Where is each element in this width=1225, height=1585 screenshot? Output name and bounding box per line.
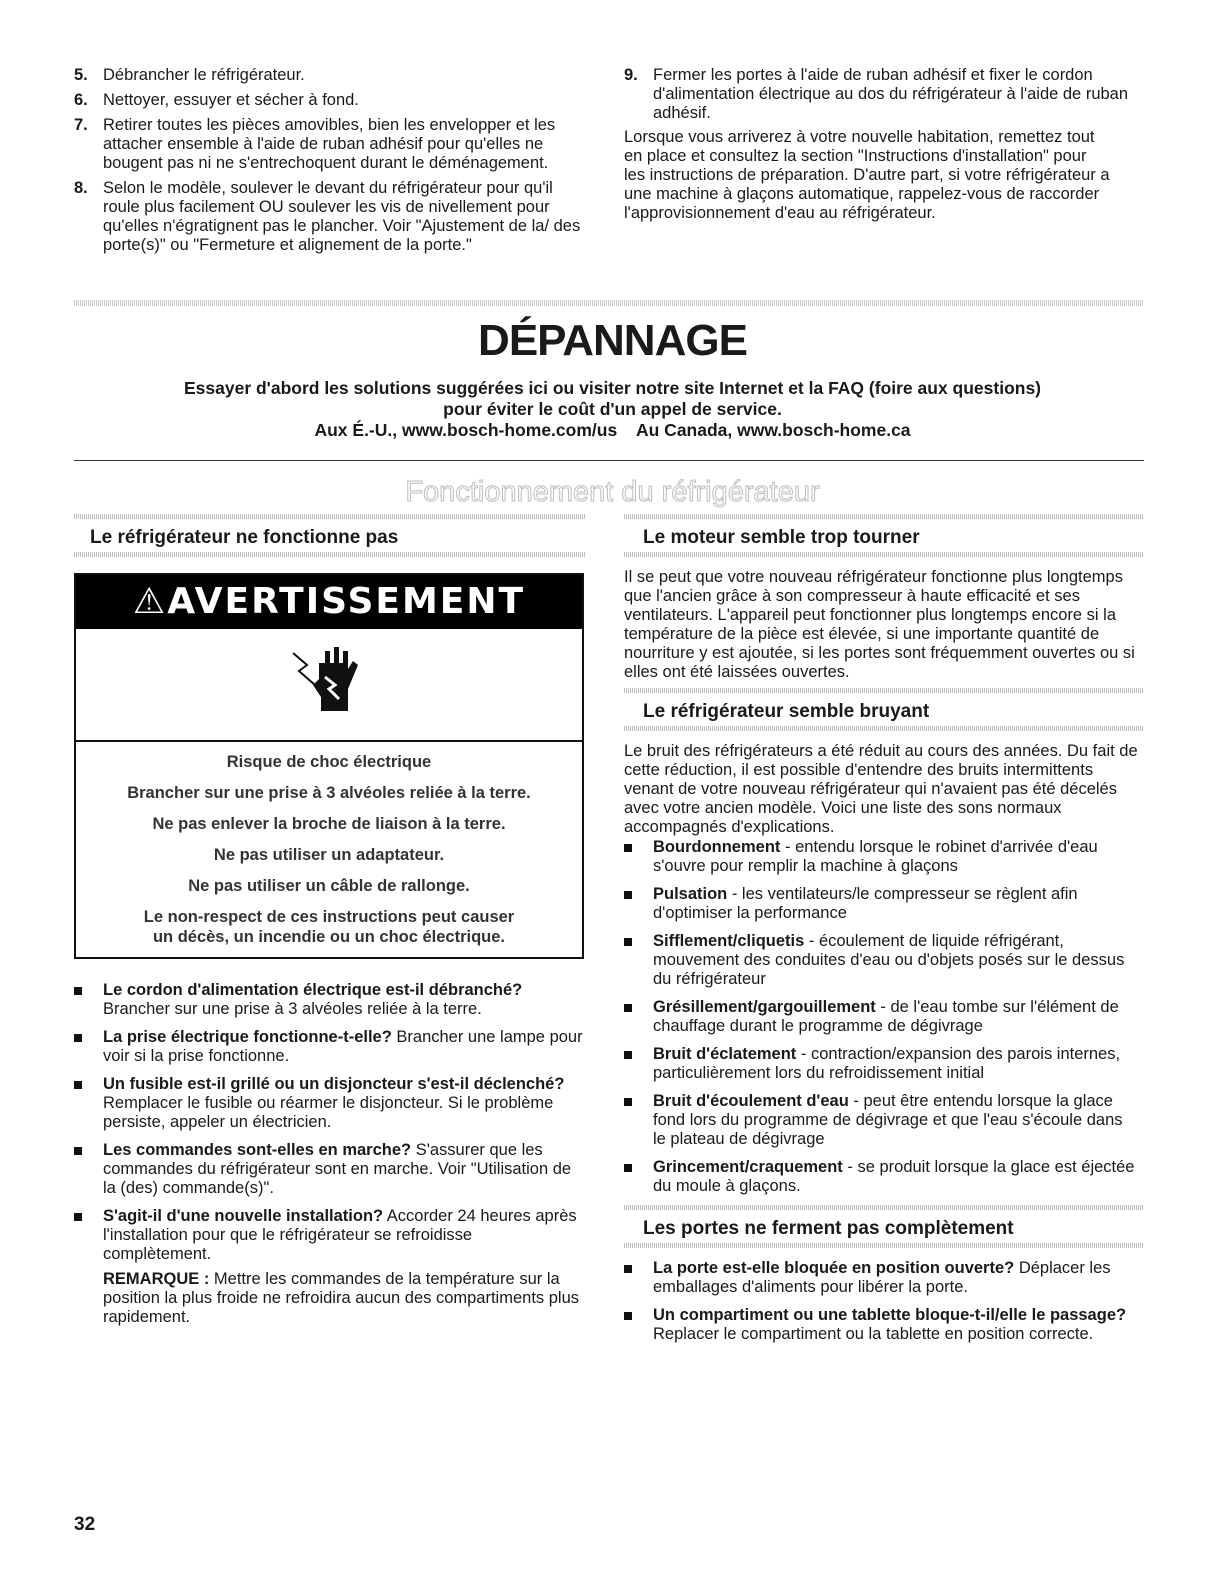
warning-line: Le non-respect de ces instructions peut causer	[143, 908, 515, 926]
list-item: Le cordon d'alimentation électrique est-il débranché? Brancher sur une prise à 3 alvéoles reliée à la terre.	[74, 981, 584, 1019]
doors-list	[624, 1259, 1138, 1353]
top-left-steps	[74, 66, 586, 261]
warning-box	[74, 573, 584, 959]
intro-line-1: Essayer d'abord les solutions suggérées ici ou visiter notre site Internet et la FAQ (foire aux questions)	[183, 378, 1042, 398]
note-paragraph: REMARQUE : Mettre les commandes de la température sur la position la plus froide ne refroidira aucun des compartiments plus rapidement.	[103, 1270, 580, 1326]
bullet-square-icon	[624, 1164, 632, 1172]
bullet-square-icon	[624, 1051, 632, 1059]
right-paragraph-2: Le bruit des réfrigérateurs a été réduit au cours des années. Du fait de cette réduction, il est possible d'entendre des bruits intermittents venant de votre nouveau réfrigérateur qui n'avaient pas été décelés avec votre ancien modèle. Voici une liste des sons normaux accompagnés d'explications.	[624, 742, 1138, 836]
step-item: 6. Nettoyer, essuyer et sécher à fond.	[74, 91, 359, 109]
top-right-paragraph: Lorsque vous arriverez à votre nouvelle habitation, remettez tout en place et consultez la section "Instructions d'installation" pour les instructions de préparation. D'autre part, si votre réfrigérateur a une machine à glaçons automatique, rappelez-vous de raccorder l'approvisionnement d'eau au réfrigérateur.	[624, 128, 1110, 222]
sounds-list	[624, 838, 1138, 1205]
warning-line: Ne pas utiliser un adaptateur.	[213, 846, 445, 864]
heading-rule-top	[624, 688, 1144, 693]
warning-line: un décès, un incendie ou un choc électrique.	[152, 928, 506, 946]
list-item: Un fusible est-il grillé ou un disjoncteur s'est-il déclenché? Remplacer le fusible ou réarmer le disjoncteur. Si le problème persiste, appeler un électricien.	[74, 1075, 584, 1132]
section-rule	[74, 460, 1144, 461]
bullet-square-icon	[624, 1004, 632, 1012]
list-item: Un compartiment ou une tablette bloque-t-il/elle le passage? Replacer le compartiment ou la tablette en position correcte.	[624, 1306, 1138, 1344]
decorative-band	[74, 300, 1144, 306]
bullet-square-icon	[74, 1213, 82, 1221]
page-title: DÉPANNAGE	[478, 316, 747, 365]
warning-header: ⚠AVERTISSEMENT	[76, 575, 582, 629]
electric-shock-icon	[285, 641, 375, 731]
heading-rule-bottom	[624, 1243, 1144, 1248]
bullet-square-icon	[624, 844, 632, 852]
list-item: Les commandes sont-elles en marche? S'assurer que les commandes du réfrigérateur sont en marche. Voir "Utilisation de la (des) commande(s)".	[74, 1141, 584, 1198]
intro-line-3: Aux É.-U., www.bosch-home.com/us Au Canada, www.bosch-home.ca	[314, 420, 911, 440]
bullet-square-icon	[624, 1312, 632, 1320]
left-heading: Le réfrigérateur ne fonctionne pas	[90, 527, 399, 548]
bullet-square-icon	[624, 938, 632, 946]
bullet-square-icon	[74, 1147, 82, 1155]
bullet-square-icon	[624, 1265, 632, 1273]
list-item: Grincement/craquement - se produit lorsque la glace est éjectée du moule à glaçons.	[624, 1158, 1138, 1196]
right-paragraph-1: Il se peut que votre nouveau réfrigérateur fonctionne plus longtemps que l'ancien grâce à son compresseur à haute efficacité et ses ventilateurs. L'appareil peut fonctionner plus longtemps encore si la température de la pièce est élevée, si une importante quantité de nourriture y est ajoutée, si les portes sont fréquemment ouvertes ou si elles ont été laissées ouvertes.	[624, 568, 1135, 681]
bullet-square-icon	[74, 1034, 82, 1042]
right-heading-2: Le réfrigérateur semble bruyant	[643, 701, 930, 722]
warning-triangle-icon: ⚠	[132, 581, 168, 622]
step-item: 5. Débrancher le réfrigérateur.	[74, 66, 305, 84]
heading-rule-bottom	[74, 552, 586, 557]
list-item: Sifflement/cliquetis - écoulement de liquide réfrigérant, mouvement des conduites d'eau ou d'objets posés sur le dessus du réfrigérateur	[624, 932, 1138, 989]
warning-risk: Risque de choc électrique	[226, 753, 432, 771]
section-title: Fonctionnement du réfrigérateur	[405, 476, 820, 508]
right-heading-1: Le moteur semble trop tourner	[643, 527, 920, 548]
bullet-square-icon	[74, 987, 82, 995]
warning-divider	[76, 740, 582, 742]
list-item: S'agit-il d'une nouvelle installation? Accorder 24 heures après l'installation pour que le réfrigérateur se refroidisse complètement.	[74, 1207, 584, 1264]
heading-rule-bottom	[624, 552, 1144, 557]
heading-rule-top	[74, 514, 586, 519]
bullet-square-icon	[74, 1081, 82, 1089]
step-item: 8. Selon le modèle, soulever le devant du réfrigérateur pour qu'il roule plus facilement OU soulever les vis de nivellement pour qu'elles n'égratignent pas le plancher. Voir "Ajustement de la/ des porte(s)" ou "Fermeture et alignement de la porte."	[74, 179, 581, 254]
top-right-steps	[624, 66, 1134, 129]
page-number: 32	[74, 1514, 96, 1535]
step-item: 7. Retirer toutes les pièces amovibles, bien les envelopper et les attacher ensemble à l'aide de ruban adhésif pour qu'elles ne bougent pas ni ne s'entrechoquent durant le déménagement.	[74, 116, 556, 172]
heading-rule-top	[624, 514, 1144, 519]
list-item: Bruit d'écoulement d'eau - peut être entendu lorsque la glace fond lors du programme de dégivrage et que l'eau s'écoule dans le plateau de dégivrage	[624, 1092, 1138, 1149]
bullet-square-icon	[624, 1098, 632, 1106]
list-item: La prise électrique fonctionne-t-elle? Brancher une lampe pour voir si la prise fonctionne.	[74, 1028, 584, 1066]
left-bullet-list	[74, 981, 584, 1273]
list-item: La porte est-elle bloquée en position ouverte? Déplacer les emballages d'aliments pour libérer la porte.	[624, 1259, 1138, 1297]
list-item: Bourdonnement - entendu lorsque le robinet d'arrivée d'eau s'ouvre pour remplir la machine à glaçons	[624, 838, 1138, 876]
intro-line-2: pour éviter le coût d'un appel de service.	[443, 399, 782, 419]
list-item: Bruit d'éclatement - contraction/expansion des parois internes, particulièrement lors du refroidissement initial	[624, 1045, 1138, 1083]
list-item: Grésillement/gargouillement - de l'eau tombe sur l'élément de chauffage durant le programme de dégivrage	[624, 998, 1138, 1036]
warning-line: Brancher sur une prise à 3 alvéoles reliée à la terre.	[127, 784, 531, 802]
heading-rule-bottom	[624, 726, 1144, 731]
list-item: Pulsation - les ventilateurs/le compresseur se règlent afin d'optimiser la performance	[624, 885, 1138, 923]
step-item: 9. Fermer les portes à l'aide de ruban adhésif et fixer le cordon d'alimentation électrique au dos du réfrigérateur à l'aide de ruban adhésif.	[624, 66, 1129, 122]
bullet-square-icon	[624, 891, 632, 899]
right-heading-3: Les portes ne ferment pas complètement	[643, 1218, 1014, 1239]
heading-rule-top	[624, 1205, 1144, 1210]
warning-line: Ne pas enlever la broche de liaison à la terre.	[152, 815, 506, 833]
warning-line: Ne pas utiliser un câble de rallonge.	[188, 877, 470, 895]
